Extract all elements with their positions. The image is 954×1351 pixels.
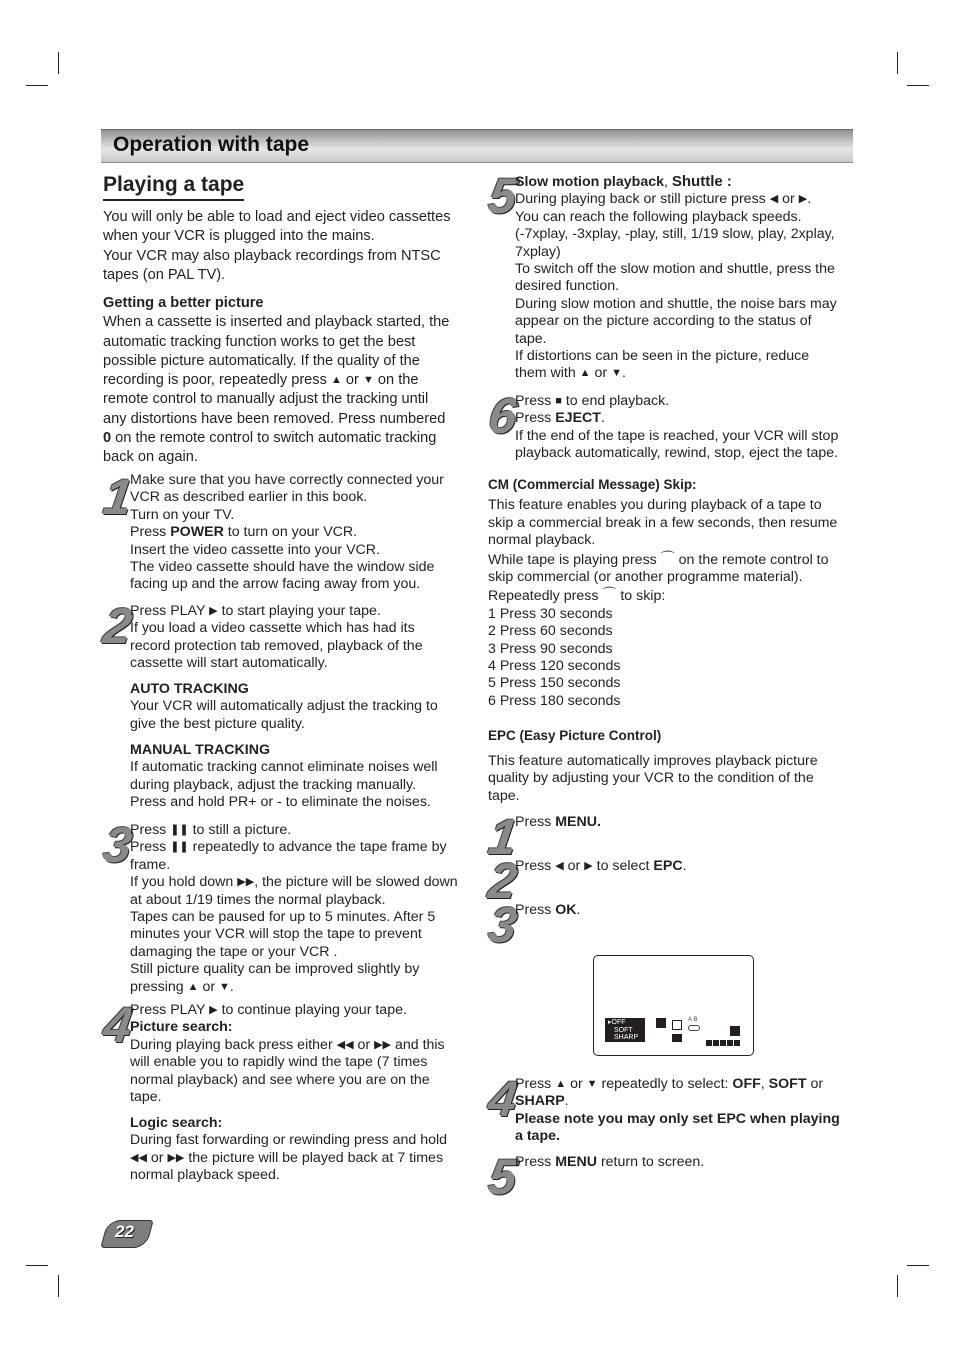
tv-screen-illustration — [593, 955, 754, 1056]
auto-tracking — [130, 681, 438, 733]
skip-row: 1 Press 30 seconds — [488, 605, 613, 622]
right-triangle-icon: ▶ — [798, 193, 808, 206]
left-triangle-icon: ◀ — [555, 860, 564, 872]
text-line — [130, 1150, 447, 1167]
text-line: them with ▲ or ▼. — [515, 365, 626, 382]
subheading: Getting a better picture — [103, 295, 264, 311]
crop-mark — [907, 85, 929, 86]
better-picture-section — [103, 294, 449, 468]
text-span: Press — [130, 822, 167, 838]
text-span: POWER — [170, 524, 224, 541]
text-span: Slow motion playback — [515, 174, 664, 190]
text-span: Press PLAY — [130, 603, 206, 619]
crop-mark — [58, 1275, 59, 1297]
text-span: to start playing your tape. — [221, 603, 381, 619]
text-span: repeatedly to advance the tape frame by — [192, 839, 447, 856]
up-triangle-icon: ▲ — [330, 374, 342, 387]
step-number-graphic: 2 — [485, 853, 521, 909]
text-line — [103, 371, 449, 390]
text-span: on the remote control to — [678, 551, 829, 568]
navigation-icons — [706, 1040, 740, 1046]
text-line — [130, 1037, 445, 1054]
text-span: EPC — [653, 858, 683, 874]
down-triangle-icon: ▼ — [611, 367, 622, 380]
text-line: appear on the picture according to the status of — [515, 313, 812, 330]
text-span: to skip: — [620, 588, 666, 605]
text-span: Press — [515, 393, 552, 409]
text-line: This feature enables you during playback of a tape to — [488, 497, 822, 514]
down-triangle-icon: ▼ — [219, 980, 230, 993]
step-number-graphic: 4 — [100, 997, 136, 1053]
epc-step-2: Press ◀ or ▶ to select EPC. — [515, 858, 687, 874]
text-span: Shuttle : — [671, 173, 732, 190]
text-span: on the remote control to switch automatic tracking — [111, 430, 437, 447]
text-line — [130, 822, 458, 839]
step-3 — [130, 822, 458, 996]
text-line: normal playback) and see where you are on the — [130, 1071, 430, 1088]
page-title: Playing a tape — [103, 172, 244, 201]
text-line: minutes your VCR will stop the tape to prevent — [130, 926, 422, 943]
skip-row: 3 Press 90 seconds — [488, 640, 613, 657]
text-line: tapes (on PAL TV). — [103, 266, 226, 283]
text-line: possible picture automatically. If the quality of the — [103, 352, 420, 369]
text-span: MENU — [555, 1154, 597, 1170]
section-banner — [101, 129, 853, 163]
text-span: Press — [515, 902, 556, 918]
text-span: Press — [515, 858, 552, 874]
text-span: or — [570, 1076, 583, 1092]
skip-row: 2 Press 60 seconds — [488, 623, 613, 640]
text-span: Press — [515, 1154, 556, 1170]
subheading: AUTO TRACKING — [130, 681, 249, 697]
menu-icon — [672, 1034, 682, 1042]
text-span: to continue playing your tape. — [221, 1002, 407, 1018]
text-line: playback automatically, rewind, stop, eject the tape. — [515, 445, 839, 462]
text-span: MENU. — [555, 814, 601, 830]
epc-step-5 — [515, 1154, 704, 1171]
up-triangle-icon: ▲ — [555, 1078, 567, 1090]
text-line: quality by adjusting your VCR to the condition of the — [488, 770, 814, 787]
step-number-graphic: 2 — [100, 598, 136, 654]
text-line: During playing back or still picture press ◀ or ▶. — [515, 191, 812, 208]
step-6-stop — [515, 393, 838, 463]
text-span: While tape is playing press — [488, 551, 657, 568]
text-line: will enable you to rapidly wind the tape (7 times — [130, 1054, 428, 1071]
text-span: or — [806, 1076, 824, 1092]
skip-arc-icon: ⌒ — [660, 549, 675, 566]
epc-step-3: Press OK. — [515, 902, 581, 918]
text-line: Please note you may only set EPC when playing — [515, 1110, 840, 1127]
epc-step-4 — [515, 1076, 840, 1146]
pause-icon: ❚❚ — [170, 841, 189, 854]
text-line: cassette will start automatically. — [130, 655, 328, 672]
text-line: facing up and the arrow facing away from you. — [130, 576, 421, 593]
text-line — [130, 874, 458, 891]
crop-mark — [58, 52, 59, 74]
fast-forward-icon: ▶▶ — [374, 1038, 391, 1051]
stop-icon: ■ — [555, 395, 562, 407]
text-span: , the picture will be slowed down — [254, 874, 458, 891]
text-line: If the end of the tape is reached, your VCR will stop — [515, 427, 839, 444]
text-span: them with — [515, 365, 576, 382]
epc-description — [488, 753, 818, 805]
text-line: The video cassette should have the window side — [130, 559, 435, 576]
text-span: or — [594, 365, 608, 382]
text-line: During fast forwarding or rewinding press and hold — [130, 1132, 448, 1149]
text-span: OFF — [611, 1019, 626, 1026]
text-span: OFF — [732, 1076, 761, 1092]
step-number-graphic: 5 — [485, 168, 521, 224]
text-line — [515, 1076, 840, 1093]
text-line: Make sure that you have correctly connected your — [130, 472, 444, 488]
text-line: remote control to manually adjust the tracking until — [103, 391, 429, 408]
text-span: Press — [130, 839, 167, 856]
step-4 — [130, 1002, 445, 1106]
skip-row: 6 Press 180 seconds — [488, 692, 621, 709]
text-line: tape. — [130, 1089, 162, 1106]
text-span: , — [760, 1076, 769, 1092]
text-line: This feature automatically improves playback picture — [488, 753, 818, 769]
text-line: Still picture quality can be improved slightly by — [130, 961, 420, 978]
text-line: Press and hold PR+ or - to eliminate the noises. — [130, 794, 431, 811]
fast-forward-icon: ▶▶ — [167, 1151, 185, 1164]
text-span: SOFT — [768, 1076, 807, 1092]
skip-row: 4 Press 120 seconds — [488, 658, 621, 675]
logic-search — [130, 1115, 447, 1185]
text-span: Press — [515, 814, 556, 830]
text-span: or — [150, 1149, 164, 1166]
text-line: damaging the tape or your VCR . — [130, 943, 338, 960]
text-span: Repeatedly press — [488, 588, 599, 605]
menu-option: SOFT — [614, 1026, 633, 1034]
epc-menu-box — [605, 1018, 645, 1042]
text-span: SHARP — [515, 1093, 565, 1110]
text-line: tape. — [488, 787, 520, 804]
crop-mark — [26, 1265, 48, 1266]
step-number-graphic: 6 — [485, 388, 521, 444]
menu-option: SHARP — [614, 1034, 639, 1041]
manual-tracking — [130, 742, 438, 812]
text-span: pressing — [130, 978, 184, 995]
play-icon: ▶ — [209, 605, 218, 617]
text-line — [515, 393, 838, 410]
epc-title: EPC (Easy Picture Control) — [488, 728, 662, 743]
text-span: If you hold down — [130, 874, 234, 891]
skip-row: 5 Press 150 seconds — [488, 675, 621, 692]
text-line: You can reach the following playback speeds. — [515, 208, 802, 225]
text-line — [488, 586, 837, 605]
text-line — [488, 550, 837, 569]
page-number: 22 — [115, 1222, 134, 1241]
text-span: Press — [515, 1076, 552, 1092]
text-line: 7xplay) — [515, 243, 561, 260]
text-span: EJECT — [555, 410, 601, 427]
step-number-graphic: 3 — [485, 897, 521, 953]
text-line: If distortions can be seen in the picture, reduce — [515, 348, 810, 365]
text-line: (-7xplay, -3xplay, -play, still, 1/19 slow, play, 2xplay, — [515, 226, 835, 243]
text-span: or — [567, 858, 581, 874]
skip-arc-icon: ⌒ — [602, 586, 617, 603]
text-line: a tape. — [515, 1128, 560, 1145]
text-line: skip a commercial break in a few seconds, then resume — [488, 514, 838, 531]
text-span: During playing back or still picture press — [515, 191, 766, 208]
up-triangle-icon: ▲ — [579, 367, 591, 380]
text-span: to end playback. — [565, 393, 670, 409]
step-number-graphic: 1 — [485, 809, 521, 865]
text-line: at about 1/19 times the normal playback. — [130, 891, 386, 908]
subheading: MANUAL TRACKING — [130, 742, 271, 758]
text-span: to select — [596, 858, 654, 874]
text-line: frame. — [130, 856, 171, 873]
step-1 — [130, 472, 444, 594]
crop-mark — [907, 1265, 929, 1266]
text-span: recording is poor, repeatedly press — [103, 372, 327, 389]
step-number-graphic: 5 — [485, 1149, 521, 1205]
text-span: and this — [394, 1036, 445, 1053]
menu-option: ▸OFF — [608, 1019, 626, 1026]
text-line: Your VCR may also playback recordings from NTSC — [103, 247, 441, 264]
text-line: During slow motion and shuttle, the noise bars may — [515, 295, 837, 312]
text-line: skip commercial (or another programme material). — [488, 569, 803, 586]
text-span: to still a picture. — [192, 822, 292, 838]
right-triangle-icon: ▶ — [584, 860, 593, 872]
text-line: when your VCR is plugged into the mains. — [103, 228, 375, 245]
text-line: SHARP. — [515, 1093, 569, 1110]
tape-icon — [688, 1025, 700, 1031]
text-line: VCR as described earlier in this book. — [130, 489, 368, 506]
play-icon: ▶ — [209, 1004, 218, 1016]
menu-icon — [730, 1026, 740, 1036]
text-span: , — [664, 174, 672, 190]
text-line — [130, 603, 423, 620]
text-line: If automatic tracking cannot eliminate noises well — [130, 759, 438, 776]
rewind-icon: ◀◀ — [130, 1151, 147, 1164]
text-span: or — [357, 1036, 371, 1053]
left-triangle-icon: ◀ — [769, 193, 779, 206]
text-line: record protection tab removed, playback of the — [130, 637, 423, 654]
text-line — [130, 524, 444, 541]
subheading: CM (Commercial Message) Skip: — [488, 477, 697, 492]
subheading: Picture search: — [130, 1019, 233, 1036]
text-line: Turn on your TV. — [130, 506, 235, 523]
text-line: give the best picture quality. — [130, 715, 305, 732]
subheading: Logic search: — [130, 1115, 223, 1131]
crop-mark — [897, 1275, 898, 1297]
text-line — [103, 429, 449, 448]
step-number-graphic: 3 — [100, 817, 136, 873]
menu-icon — [656, 1018, 666, 1028]
pause-icon: ❚❚ — [170, 824, 189, 836]
text-line: any distortions have been removed. Press numbered — [103, 410, 446, 427]
text-span: the picture will be played back at 7 times — [188, 1149, 444, 1166]
text-line: back on again. — [103, 449, 198, 466]
text-span: or — [782, 191, 795, 208]
rewind-icon: ◀◀ — [336, 1038, 354, 1051]
text-line: Press EJECT. — [515, 410, 605, 427]
text-span: on the — [377, 372, 419, 389]
text-line: normal playback speed. — [130, 1167, 280, 1184]
text-line: pressing ▲ or ▼. — [130, 978, 234, 995]
text-span: Press — [130, 524, 171, 541]
text-line — [130, 1002, 445, 1019]
text-line: Tapes can be paused for up to 5 minutes. After 5 — [130, 909, 436, 926]
step-2 — [130, 603, 423, 673]
cm-skip-section — [488, 476, 837, 710]
epc-step-1 — [515, 814, 601, 831]
step-number-graphic: 1 — [100, 469, 136, 525]
text-line: desired function. — [515, 278, 620, 295]
up-triangle-icon: ▲ — [187, 980, 199, 993]
step-5-slow-motion — [515, 173, 837, 383]
text-line — [515, 173, 837, 191]
down-triangle-icon: ▼ — [362, 374, 374, 387]
text-span: or — [202, 978, 216, 995]
text-line: When a cassette is inserted and playback started, the — [103, 314, 450, 331]
text-span: OK — [555, 902, 577, 918]
section-title: Operation with tape — [113, 133, 310, 156]
text-line: You will only be able to load and eject video cassettes — [103, 209, 451, 225]
text-line: To switch off the slow motion and shuttle, press the — [515, 261, 835, 278]
text-line: automatic tracking function works to get the best — [103, 333, 416, 350]
text-span: or — [345, 372, 359, 389]
text-span: repeatedly to select: — [601, 1076, 733, 1092]
text-line: tape. — [515, 330, 547, 347]
text-span: return to screen. — [597, 1154, 705, 1170]
text-span: Press PLAY — [130, 1002, 206, 1018]
crop-mark — [897, 52, 898, 74]
ab-label: A B — [688, 1017, 698, 1023]
text-span: to turn on your VCR. — [223, 524, 358, 541]
menu-icon — [672, 1020, 682, 1030]
text-span: During playing back press either — [130, 1036, 333, 1053]
text-span: 0 — [103, 430, 112, 447]
text-line: Insert the video cassette into your VCR. — [130, 541, 380, 558]
text-line: Your VCR will automatically adjust the tracking to — [130, 698, 438, 715]
down-triangle-icon: ▼ — [586, 1078, 598, 1090]
text-line — [130, 839, 458, 856]
text-line: If you load a video cassette which has had its — [130, 620, 415, 637]
step-number-graphic: 4 — [485, 1071, 521, 1127]
text-line: during playback, adjust the tracking manually. — [130, 776, 417, 793]
text-span: Press — [515, 410, 556, 427]
intro-text — [103, 208, 451, 285]
crop-mark — [26, 85, 48, 86]
text-line: normal playback. — [488, 532, 596, 549]
fast-forward-icon: ▶▶ — [237, 876, 255, 889]
